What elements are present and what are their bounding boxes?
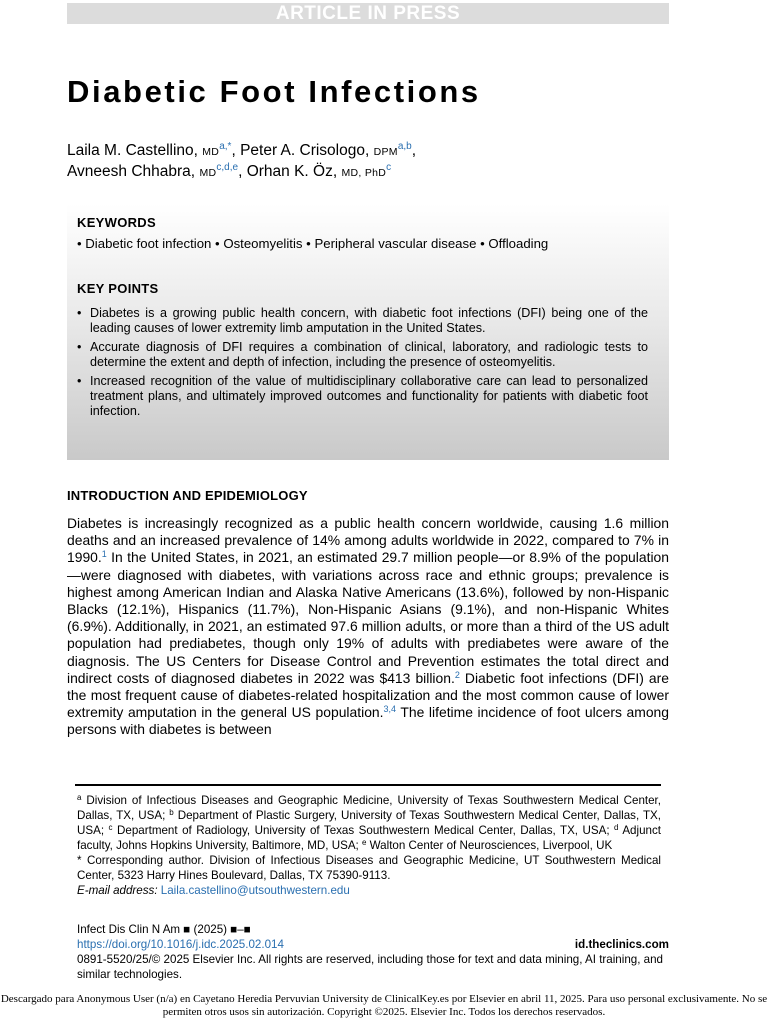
- key-points-heading: KEY POINTS: [77, 281, 159, 296]
- journal-site: id.theclinics.com: [574, 938, 669, 951]
- section-heading: INTRODUCTION AND EPIDEMIOLOGY: [67, 488, 308, 503]
- email-link[interactable]: Laila.castellino@utsouthwestern.edu: [160, 884, 350, 897]
- author-line-2: Avneesh Chhabra, MD$^{c,d,e}$, Orhan K. Öz, MD, PhD$^c$: [67, 162, 392, 180]
- affiliations-footnote: $^a$ Division of Infectious Diseases and Geographic Medicine, University of Texas Southwestern Medical Center, Dallas, TX, USA; $^b$ Department of Plastic Surgery, University of Texas Southwestern Medical Center, Dallas, TX, USA; $^c$ Department of Radiology, University of Texas Southwestern Medical Center, Dallas, TX, USA; $^d$ Adjunct faculty, Johns Hopkins University, Baltimore, MD, USA; $^e$ Walton Center of Neurosciences, Liverpool, UK: [77, 793, 661, 852]
- author-degree: DPM: [373, 146, 398, 158]
- author-degree: MD: [199, 167, 217, 179]
- keywords-list: • Diabetic foot infection • Osteomyelitis • Peripheral vascular disease • Offloading: [77, 236, 549, 251]
- keyword: Peripheral vascular disease: [314, 236, 477, 251]
- key-point-item: • Accurate diagnosis of DFI requires a combination of clinical, laboratory, and radiologic tests to determine the extent and depth of infection, including the presence of osteomyelitis.: [77, 340, 648, 370]
- article-in-press-banner: ARTICLE IN PRESS: [67, 3, 669, 24]
- author-degree: MD: [202, 146, 220, 158]
- author-name: Orhan K. Öz,: [246, 163, 338, 180]
- article-title: Diabetic Foot Infections: [67, 74, 481, 109]
- author-list: [67, 141, 416, 183]
- affiliation-marker[interactable]: a,*: [219, 141, 232, 152]
- key-points-list: [77, 306, 648, 423]
- keyword: Osteomyelitis: [223, 236, 303, 251]
- copyright-notice: 0891-5520/25/© 2025 Elsevier Inc. All rights are reserved, including those for text and data mining, AI training, and similar technologies.: [77, 953, 664, 981]
- email-label: E-mail address:: [77, 884, 158, 897]
- journal-info: [77, 922, 669, 982]
- key-point-item: • Diabetes is a growing public health concern, with diabetic foot infections (DFI) being one of the leading causes of lower extremity limb amputation in the United States.: [77, 306, 648, 336]
- reference-link[interactable]: 1: [101, 549, 107, 560]
- download-notice: Descargado para Anonymous User (n/a) en Cayetano Heredia Pervuvian University de ClinicalKey.es por Elsevier en abril 11, 2025. Para uso personal exclusivamente. No se permiten otros usos sin autorización. Copyright ©2025. Elsevier Inc. Todos los derechos reservados.: [0, 993, 768, 1018]
- reference-link[interactable]: 3,4: [383, 704, 397, 715]
- author-line-1: Laila M. Castellino, $MD^{a,*}$, Peter A. Crisologo, DPM$^{a,b}$,: [67, 141, 417, 159]
- keywords-heading: KEYWORDS: [77, 215, 156, 230]
- key-point-item: • Increased recognition of the value of multidisciplinary collaborative care can lead to personalized treatment plans, and ultimately improved outcomes and functionality for patients with diabetic foot infection.: [77, 374, 648, 419]
- author-name: Avneesh Chhabra,: [67, 163, 196, 180]
- doi-link[interactable]: https://doi.org/10.1016/j.idc.2025.02.014: [77, 938, 284, 951]
- author-name: Peter A. Crisologo,: [240, 142, 370, 159]
- doi-row: [77, 937, 669, 952]
- affiliation-marker[interactable]: a,b: [397, 141, 412, 152]
- affiliation-marker[interactable]: c,d,e: [216, 162, 239, 173]
- keyword: Diabetic foot infection: [85, 236, 212, 251]
- email-line: [77, 883, 661, 898]
- keyword: Offloading: [488, 236, 549, 251]
- affiliation-marker[interactable]: c: [386, 162, 392, 173]
- author-degree: MD, PhD: [341, 167, 387, 179]
- keywords-keypoints-box: [67, 204, 669, 460]
- reference-link[interactable]: 2: [454, 669, 460, 680]
- footnotes: [77, 793, 661, 898]
- body-paragraph: Diabetes is increasingly recognized as a public health concern worldwide, causing 1.6 million deaths and an increased prevalence of 14% among adults worldwide in 2022, compared to 7% in 1990.$^1$ In the United States, in 2021, an estimated 29.7 million people—or 8.9% of the population—were diagnosed with diabetes, with variations across race and ethnic groups; prevalence is highest among American Indian and Alaska Native Americans (13.6%), followed by non-Hispanic Blacks (12.1%), Hispanics (11.7%), Non-Hispanic Asians (9.1%), and non-Hispanic Whites (6.9%). Additionally, in 2021, an estimated 97.6 million adults, or more than a third of the US adult population had prediabetes, though only 19% of adults with prediabetes were aware of the diagnosis. The US Centers for Disease Control and Prevention estimates the total direct and indirect costs of diagnosed diabetes in 2022 was $413 billion.$^2$ Diabetic foot infections (DFI) are the most frequent cause of diabetes-related hospitalization and the most common cause of lower extremity amputation in the general US population.$^{3,4}$ The lifetime incidence of foot ulcers among persons with diabetes is between: [67, 515, 669, 738]
- footnote-divider: [75, 784, 661, 786]
- author-name: Laila M. Castellino,: [67, 142, 198, 159]
- journal-citation: Infect Dis Clin N Am ■ (2025) ■–■: [77, 923, 251, 936]
- corresponding-author-note: * Corresponding author. Division of Infectious Diseases and Geographic Medicine, UT Southwestern Medical Center, 5323 Harry Hines Boulevard, Dallas, TX 75390-9113.: [77, 854, 661, 882]
